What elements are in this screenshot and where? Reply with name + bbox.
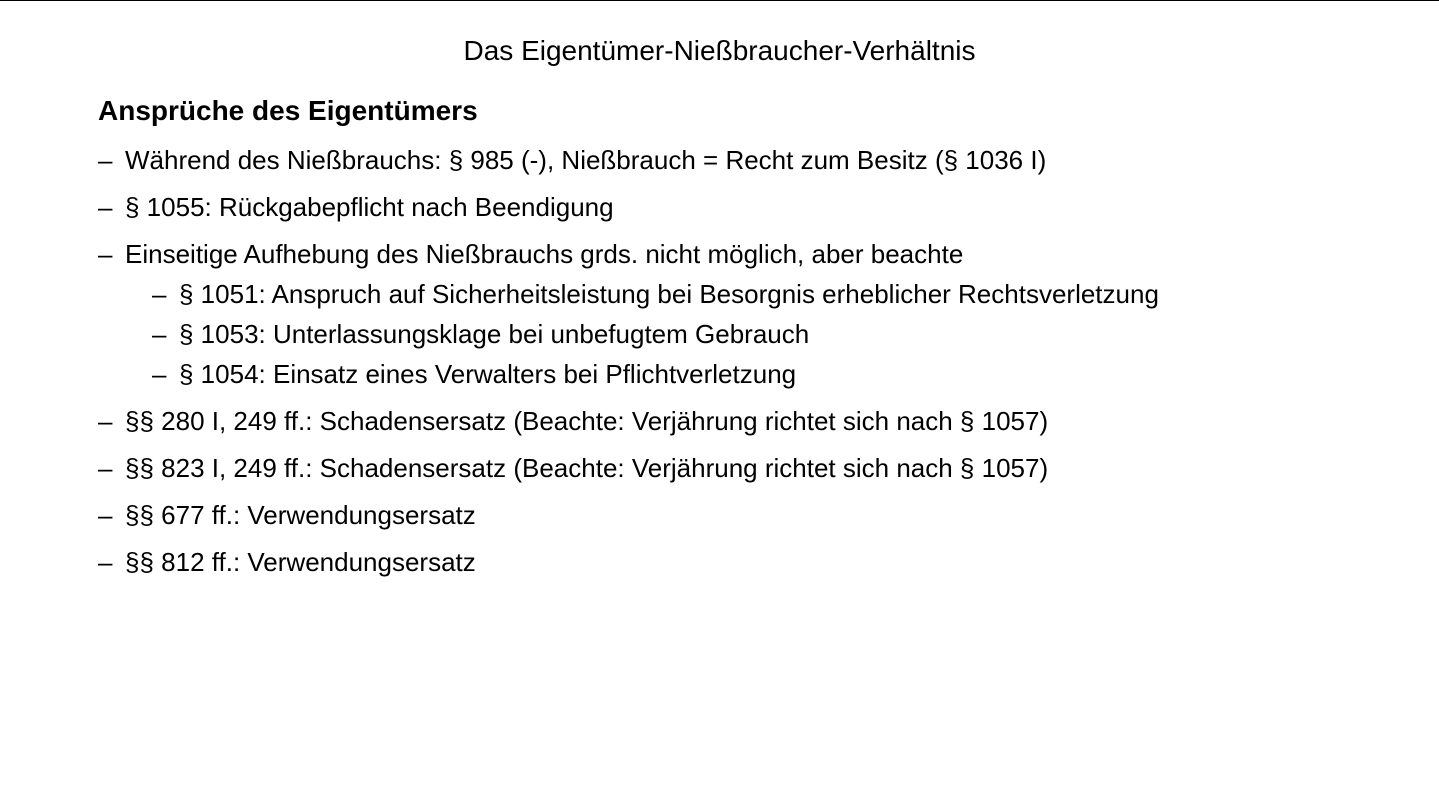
dash-bullet-icon: –	[98, 547, 113, 577]
list-item	[98, 544, 1159, 580]
dash-bullet-icon: –	[152, 359, 167, 389]
sub-list-item	[152, 316, 1159, 352]
dash-bullet-icon: –	[98, 192, 113, 222]
dash-bullet-icon: –	[98, 453, 113, 483]
dash-bullet-icon: –	[152, 279, 167, 309]
sub-list-item	[152, 276, 1159, 312]
claims-list	[98, 142, 1159, 591]
dash-bullet-icon: –	[98, 145, 113, 175]
list-item-text: §§ 812 ff.: Verwendungsersatz	[125, 547, 476, 577]
list-item	[98, 189, 1159, 225]
list-item	[98, 403, 1159, 439]
top-border-line	[0, 0, 1439, 1]
section-heading: Ansprüche des Eigentümers	[98, 95, 478, 126]
slide-title: Das Eigentümer-Nießbraucher-Verhältnis	[463, 35, 976, 66]
sub-list-item-text: § 1054: Einsatz eines Verwalters bei Pflichtverletzung	[179, 359, 797, 389]
sub-list-item	[152, 356, 1159, 392]
sub-list-item-text: § 1051: Anspruch auf Sicherheitsleistung bei Besorgnis erheblicher Rechtsverletzung	[179, 279, 1159, 309]
list-item	[98, 497, 1159, 533]
list-item-text: § 1055: Rückgabepflicht nach Beendigung	[125, 192, 614, 222]
list-item-text: Einseitige Aufhebung des Nießbrauchs grds. nicht möglich, aber beachte	[125, 239, 964, 269]
list-item	[98, 450, 1159, 486]
list-item	[98, 142, 1159, 178]
list-item	[98, 236, 1159, 272]
list-item-text: Während des Nießbrauchs: § 985 (-), Nießbrauch = Recht zum Besitz (§ 1036 I)	[125, 145, 1047, 175]
list-item-text: §§ 677 ff.: Verwendungsersatz	[125, 500, 476, 530]
dash-bullet-icon: –	[98, 239, 113, 269]
dash-bullet-icon: –	[98, 406, 113, 436]
list-item-text: §§ 823 I, 249 ff.: Schadensersatz (Beachte: Verjährung richtet sich nach § 1057)	[125, 453, 1049, 483]
dash-bullet-icon: –	[152, 319, 167, 349]
list-item-text: §§ 280 I, 249 ff.: Schadensersatz (Beachte: Verjährung richtet sich nach § 1057)	[125, 406, 1049, 436]
dash-bullet-icon: –	[98, 500, 113, 530]
sub-list-item-text: § 1053: Unterlassungsklage bei unbefugtem Gebrauch	[179, 319, 810, 349]
